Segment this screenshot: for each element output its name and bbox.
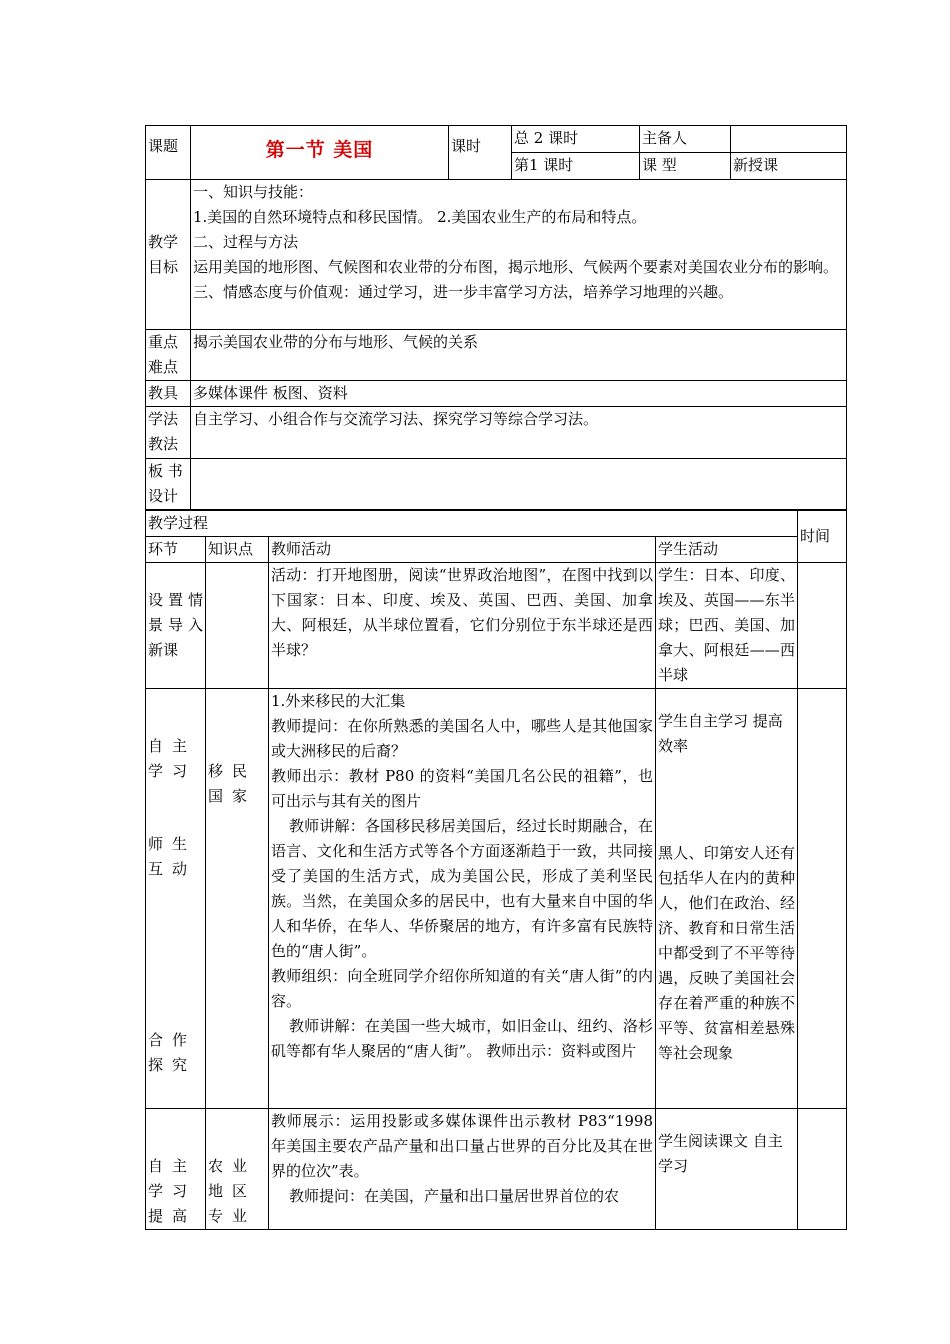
teacher-activity-agriculture <box>269 1109 656 1230</box>
type-value: 新授课 <box>731 153 847 180</box>
goals-line: 三、情感态度与价值观：通过学习，进一步丰富学习方法，培养学习地理的兴趣。 <box>193 283 734 301</box>
teaching-process-table <box>145 510 847 1230</box>
hours-label: 课时 <box>449 126 512 180</box>
this-hour: 第1 课时 <box>512 153 640 180</box>
stage-self-study: 自主学习 <box>148 737 197 780</box>
student-activity-agriculture <box>656 1109 798 1230</box>
time-cell <box>798 689 847 1109</box>
goals-label: 教学目标 <box>146 180 191 330</box>
teacher-line: 教师组织：向全班同学介绍你所知道的有关“唐人街”的内容。 <box>271 967 653 1010</box>
key-points-label: 重点难点 <box>146 330 191 381</box>
stage-cooperation: 合作探究 <box>148 1031 197 1074</box>
knowledge-intro <box>206 563 269 689</box>
lead-prep-label: 主备人 <box>640 126 731 153</box>
time-cell <box>798 1109 847 1230</box>
tools-value: 多媒体课件 板图、资料 <box>191 381 847 407</box>
lesson-info-table <box>145 125 847 510</box>
board-label: 板 书设计 <box>146 459 191 510</box>
stage-self-study-improve: 自主学习提高 <box>148 1157 197 1225</box>
student-reading: 学生阅读课文 自主学习 <box>658 1132 783 1175</box>
stage-intro: 设置情景导入新课 <box>146 563 206 689</box>
goals-line: 1.美国的自然环境特点和移民国情。 2.美国农业生产的布局和特点。 <box>193 208 647 226</box>
lead-prep-value <box>731 126 847 153</box>
topic-label: 课题 <box>146 126 191 180</box>
methods-value: 自主学习、小组合作与交流学习法、探究学习等综合学习法。 <box>191 407 847 459</box>
stage-agriculture <box>146 1109 206 1230</box>
methods-label: 学法教法 <box>146 407 191 459</box>
key-points-value: 揭示美国农业带的分布与地形、气候的关系 <box>191 330 847 381</box>
header-teacher: 教师活动 <box>269 537 656 563</box>
knowledge-agriculture <box>206 1109 269 1230</box>
type-label: 课 型 <box>640 153 731 180</box>
teacher-activity-immigrants <box>269 689 656 1109</box>
header-knowledge: 知识点 <box>206 537 269 563</box>
stage-immigrants <box>146 689 206 1109</box>
goals-content <box>191 180 847 330</box>
teacher-line: 教师提问：在你所熟悉的美国名人中，哪些人是其他国家或大洲移民的后裔？ <box>271 717 653 760</box>
teacher-line: 教师出示：教材 P80 的资料“美国几名公民的祖籍”，也可出示与其有关的图片 <box>271 767 653 810</box>
student-activity-immigrants <box>656 689 798 1109</box>
student-discussion: 黑人、印第安人还有包括华人在内的黄种人，他们在政治、经济、教育和日常生活中都受到了不平等待遇，反映了美国社会存在着严重的种族不平等、贫富相差悬殊等社会现象 <box>658 844 796 1062</box>
teacher-line: 教师展示：运用投影或多媒体课件出示教材 P83“1998 年美国主要农产品产量和出口量占世界的百分比及其在世界的位次”表。 <box>271 1112 653 1180</box>
teacher-line: 1.外来移民的大汇集 <box>271 692 406 710</box>
student-self-study: 学生自主学习 提高效率 <box>658 712 783 755</box>
process-title: 教学过程 <box>146 511 798 537</box>
time-header: 时间 <box>798 511 847 563</box>
header-student: 学生活动 <box>656 537 798 563</box>
total-hours: 总 2 课时 <box>512 126 640 153</box>
teacher-activity-intro: 活动：打开地图册，阅读“世界政治地图”，在图中找到以下国家：日本、印度、埃及、英国、巴西、美国、加拿大、阿根廷，从半球位置看，它们分别位于东半球还是西半球？ <box>269 563 656 689</box>
teacher-line: 教师提问：在美国，产量和出口量居世界首位的农 <box>289 1187 620 1205</box>
goals-line: 一、知识与技能： <box>193 183 314 201</box>
teacher-line: 教师讲解：在美国一些大城市，如旧金山、纽约、洛杉矶等都有华人聚居的“唐人街”。 教师出示：资料或图片 <box>271 1017 653 1060</box>
header-stage: 环节 <box>146 537 206 563</box>
knowledge-immigrant-country: 移民国家 <box>208 762 257 805</box>
goals-line: 二、过程与方法 <box>193 233 299 251</box>
board-value <box>191 459 847 510</box>
teacher-line: 教师讲解：各国移民移居美国后，经过长时期融合，在语言、文化和生活方式等各个方面逐渐趋于一致，共同接受了美国的生活方式，成为美国公民，形成了美利坚民族。当然，在美国众多的居民中，也有大量来自中国的华人和华侨，在华人、华侨聚居的地方，有许多富有民族特色的“唐人街”。 <box>271 817 653 960</box>
student-activity-intro: 学生：日本、印度、埃及、英国——东半球；巴西、美国、加拿大、阿根廷——西半球 <box>656 563 798 689</box>
knowledge-agri-region: 农业地区专业 <box>208 1157 257 1225</box>
stage-interaction: 师生互动 <box>148 835 197 878</box>
knowledge-immigrants <box>206 689 269 1109</box>
time-cell <box>798 563 847 689</box>
tools-label: 教具 <box>146 381 191 407</box>
lesson-title: 第一节 美国 <box>191 126 449 180</box>
goals-line: 运用美国的地形图、气候图和农业带的分布图，揭示地形、气候两个要素对美国农业分布的影响。 <box>193 258 839 276</box>
